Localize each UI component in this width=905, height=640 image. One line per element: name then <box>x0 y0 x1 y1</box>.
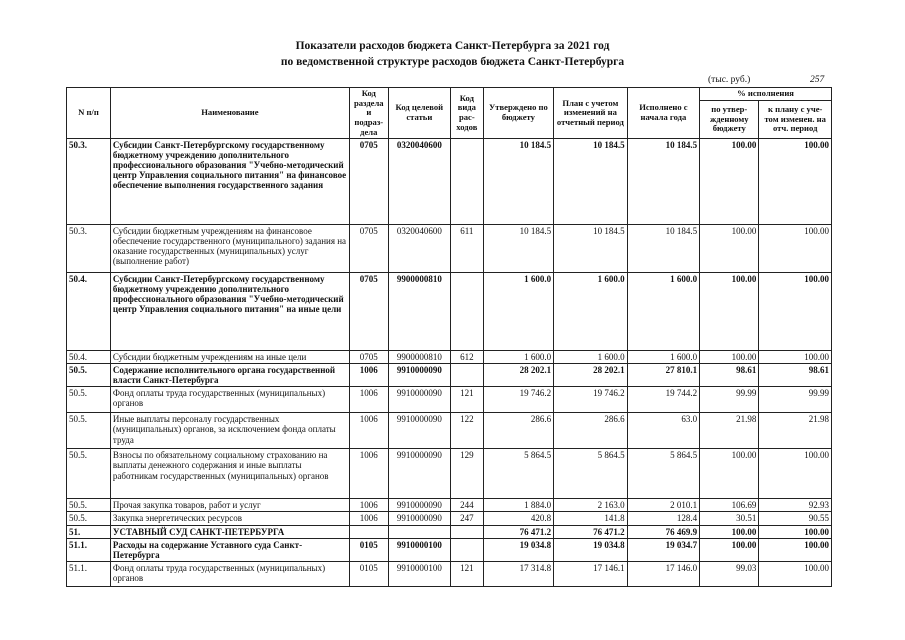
row-name: Субсидии бюджетным учреждениям на иные цели <box>110 351 349 364</box>
row-number: 50.5. <box>67 499 111 512</box>
row-number: 50.3. <box>67 225 111 273</box>
row-number: 51.1. <box>67 538 111 561</box>
table-row <box>67 273 832 351</box>
table-row <box>67 538 832 561</box>
row-kind-code: 611 <box>450 225 483 273</box>
row-target-code: 9910000100 <box>388 538 450 561</box>
row-pct-plan: 98.61 <box>759 364 832 387</box>
row-number: 50.5. <box>67 512 111 525</box>
row-executed: 1 600.0 <box>627 273 700 351</box>
expenditure-table <box>66 87 832 587</box>
units-label: (тыс. руб.) <box>708 75 751 85</box>
row-executed: 2 010.1 <box>627 499 700 512</box>
header-approved: Утверждено по бюджету <box>483 88 553 139</box>
row-plan: 1 600.0 <box>554 273 628 351</box>
row-kind-code <box>450 538 483 561</box>
row-approved: 1 600.0 <box>483 351 553 364</box>
row-target-code: 9900000810 <box>388 351 450 364</box>
row-name: Фонд оплаты труда государственных (муниципальных) органов <box>110 561 349 586</box>
row-section-code: 0705 <box>349 273 388 351</box>
row-executed: 17 146.0 <box>627 561 700 586</box>
row-executed: 5 864.5 <box>627 449 700 499</box>
row-pct-plan: 99.99 <box>759 387 832 413</box>
row-section-code: 1006 <box>349 387 388 413</box>
header-num: N п/п <box>67 88 111 139</box>
table-row <box>67 499 832 512</box>
row-section-code: 0705 <box>349 351 388 364</box>
row-executed: 19 034.7 <box>627 538 700 561</box>
row-executed: 19 744.2 <box>627 387 700 413</box>
row-number: 50.5. <box>67 413 111 449</box>
row-pct-plan: 100.00 <box>759 525 832 538</box>
table-row <box>67 413 832 449</box>
row-pct-approved: 100.00 <box>700 449 759 499</box>
row-plan: 10 184.5 <box>554 139 628 225</box>
header-executed: Исполнено с начала года <box>627 88 700 139</box>
row-plan: 5 864.5 <box>554 449 628 499</box>
table-body <box>67 139 832 587</box>
row-target-code: 9910000090 <box>388 449 450 499</box>
row-approved: 17 314.8 <box>483 561 553 586</box>
row-target-code: 9910000090 <box>388 499 450 512</box>
row-pct-plan: 100.00 <box>759 538 832 561</box>
row-number: 50.4. <box>67 351 111 364</box>
row-target-code: 9900000810 <box>388 273 450 351</box>
row-executed: 10 184.5 <box>627 139 700 225</box>
row-number: 51.1. <box>67 561 111 586</box>
row-executed: 63.0 <box>627 413 700 449</box>
page-number: 257 <box>810 75 825 85</box>
row-pct-approved: 30.51 <box>700 512 759 525</box>
row-approved: 420.8 <box>483 512 553 525</box>
row-section-code: 1006 <box>349 449 388 499</box>
row-pct-plan: 100.00 <box>759 449 832 499</box>
table-row <box>67 561 832 586</box>
row-executed: 76 469.9 <box>627 525 700 538</box>
row-target-code: 0320040600 <box>388 225 450 273</box>
row-section-code: 0705 <box>349 139 388 225</box>
row-pct-plan: 100.00 <box>759 561 832 586</box>
row-pct-plan: 100.00 <box>759 351 832 364</box>
header-pct-group: % исполнения <box>700 88 832 101</box>
row-name: Субсидии Санкт-Петербургскому государственному бюджетному учреждению дополнительного профессионального образования "Учебно-методический центр Управления социального питания" на иные цели <box>110 273 349 351</box>
row-target-code: 9910000090 <box>388 364 450 387</box>
row-executed: 10 184.5 <box>627 225 700 273</box>
row-approved: 10 184.5 <box>483 139 553 225</box>
row-name: Расходы на содержание Уставного суда Санкт-Петербурга <box>110 538 349 561</box>
row-kind-code <box>450 525 483 538</box>
row-pct-approved: 98.61 <box>700 364 759 387</box>
row-approved: 10 184.5 <box>483 225 553 273</box>
row-pct-approved: 21.98 <box>700 413 759 449</box>
row-pct-approved: 100.00 <box>700 351 759 364</box>
row-kind-code: 612 <box>450 351 483 364</box>
row-section-code: 0105 <box>349 538 388 561</box>
row-pct-plan: 100.00 <box>759 225 832 273</box>
row-pct-plan: 100.00 <box>759 139 832 225</box>
header-plan: План с учетом изменений на отчетный период <box>554 88 628 139</box>
row-pct-plan: 90.55 <box>759 512 832 525</box>
row-plan: 286.6 <box>554 413 628 449</box>
row-section-code: 1006 <box>349 364 388 387</box>
table-row <box>67 512 832 525</box>
row-approved: 286.6 <box>483 413 553 449</box>
row-section-code: 1006 <box>349 499 388 512</box>
row-executed: 1 600.0 <box>627 351 700 364</box>
table-row <box>67 449 832 499</box>
row-approved: 1 600.0 <box>483 273 553 351</box>
header-section-code: Код раздела и подраз-дела <box>349 88 388 139</box>
row-target-code: 9910000090 <box>388 387 450 413</box>
row-pct-approved: 106.69 <box>700 499 759 512</box>
row-plan: 10 184.5 <box>554 225 628 273</box>
row-kind-code <box>450 139 483 225</box>
row-pct-approved: 99.99 <box>700 387 759 413</box>
row-approved: 19 034.8 <box>483 538 553 561</box>
row-executed: 128.4 <box>627 512 700 525</box>
row-target-code: 9910000090 <box>388 413 450 449</box>
row-number: 51. <box>67 525 111 538</box>
row-plan: 28 202.1 <box>554 364 628 387</box>
row-kind-code <box>450 273 483 351</box>
row-name: УСТАВНЫЙ СУД САНКТ-ПЕТЕРБУРГА <box>110 525 349 538</box>
row-target-code: 9910000100 <box>388 561 450 586</box>
row-name: Субсидии бюджетным учреждениям на финансовое обеспечение государственного (муниципального) задания на оказание государственных (муниципальных) услуг (выполнение работ) <box>110 225 349 273</box>
header-target-code: Код целевой статьи <box>388 88 450 139</box>
table-row <box>67 387 832 413</box>
row-approved: 1 884.0 <box>483 499 553 512</box>
table-row <box>67 225 832 273</box>
header-name: Наименование <box>110 88 349 139</box>
row-plan: 19 034.8 <box>554 538 628 561</box>
row-executed: 27 810.1 <box>627 364 700 387</box>
row-number: 50.3. <box>67 139 111 225</box>
header-pct-plan: к плану с уче-том изменен. на отч. период <box>759 100 832 138</box>
row-kind-code: 121 <box>450 561 483 586</box>
row-kind-code: 244 <box>450 499 483 512</box>
row-section-code: 1006 <box>349 512 388 525</box>
row-approved: 19 746.2 <box>483 387 553 413</box>
row-kind-code: 121 <box>450 387 483 413</box>
header-kind-code: Код вида рас-ходов <box>450 88 483 139</box>
row-plan: 2 163.0 <box>554 499 628 512</box>
row-pct-approved: 100.00 <box>700 273 759 351</box>
row-name: Прочая закупка товаров, работ и услуг <box>110 499 349 512</box>
table-row <box>67 364 832 387</box>
row-kind-code <box>450 364 483 387</box>
report-title: Показатели расходов бюджета Санкт-Петербурга за 2021 год <box>295 40 610 52</box>
report-subtitle: по ведомственной структуре расходов бюджета Санкт-Петербурга <box>280 56 625 68</box>
row-pct-approved: 100.00 <box>700 139 759 225</box>
header-pct-approved: по утвер-жденному бюджету <box>700 100 759 138</box>
row-plan: 1 600.0 <box>554 351 628 364</box>
row-kind-code: 129 <box>450 449 483 499</box>
row-plan: 141.8 <box>554 512 628 525</box>
row-name: Содержание исполнительного органа государственной власти Санкт-Петербурга <box>110 364 349 387</box>
row-name: Субсидии Санкт-Петербургскому государственному бюджетному учреждению дополнительного профессионального образования "Учебно-методический центр Управления социального питания" на финансовое обеспечение выполнения государственного задания <box>110 139 349 225</box>
row-kind-code: 247 <box>450 512 483 525</box>
table-row <box>67 525 832 538</box>
table-row <box>67 351 832 364</box>
row-number: 50.5. <box>67 364 111 387</box>
row-kind-code: 122 <box>450 413 483 449</box>
table-row <box>67 139 832 225</box>
row-plan: 19 746.2 <box>554 387 628 413</box>
row-name: Фонд оплаты труда государственных (муниципальных) органов <box>110 387 349 413</box>
row-number: 50.5. <box>67 387 111 413</box>
row-number: 50.4. <box>67 273 111 351</box>
row-pct-approved: 100.00 <box>700 525 759 538</box>
row-target-code: 9910000090 <box>388 512 450 525</box>
row-name: Закупка энергетических ресурсов <box>110 512 349 525</box>
row-pct-approved: 100.00 <box>700 225 759 273</box>
row-pct-plan: 21.98 <box>759 413 832 449</box>
row-section-code <box>349 525 388 538</box>
row-section-code: 0705 <box>349 225 388 273</box>
row-target-code: 0320040600 <box>388 139 450 225</box>
row-approved: 28 202.1 <box>483 364 553 387</box>
row-pct-approved: 99.03 <box>700 561 759 586</box>
row-pct-approved: 100.00 <box>700 538 759 561</box>
row-plan: 76 471.2 <box>554 525 628 538</box>
row-pct-plan: 100.00 <box>759 273 832 351</box>
row-pct-plan: 92.93 <box>759 499 832 512</box>
row-section-code: 0105 <box>349 561 388 586</box>
row-target-code <box>388 525 450 538</box>
row-name: Взносы по обязательному социальному страхованию на выплаты денежного содержания и иные выплаты работникам государственных (муниципальных) органов <box>110 449 349 499</box>
row-approved: 76 471.2 <box>483 525 553 538</box>
row-approved: 5 864.5 <box>483 449 553 499</box>
row-name: Иные выплаты персоналу государственных (муниципальных) органов, за исключением фонда оплаты труда <box>110 413 349 449</box>
row-section-code: 1006 <box>349 413 388 449</box>
row-plan: 17 146.1 <box>554 561 628 586</box>
row-number: 50.5. <box>67 449 111 499</box>
